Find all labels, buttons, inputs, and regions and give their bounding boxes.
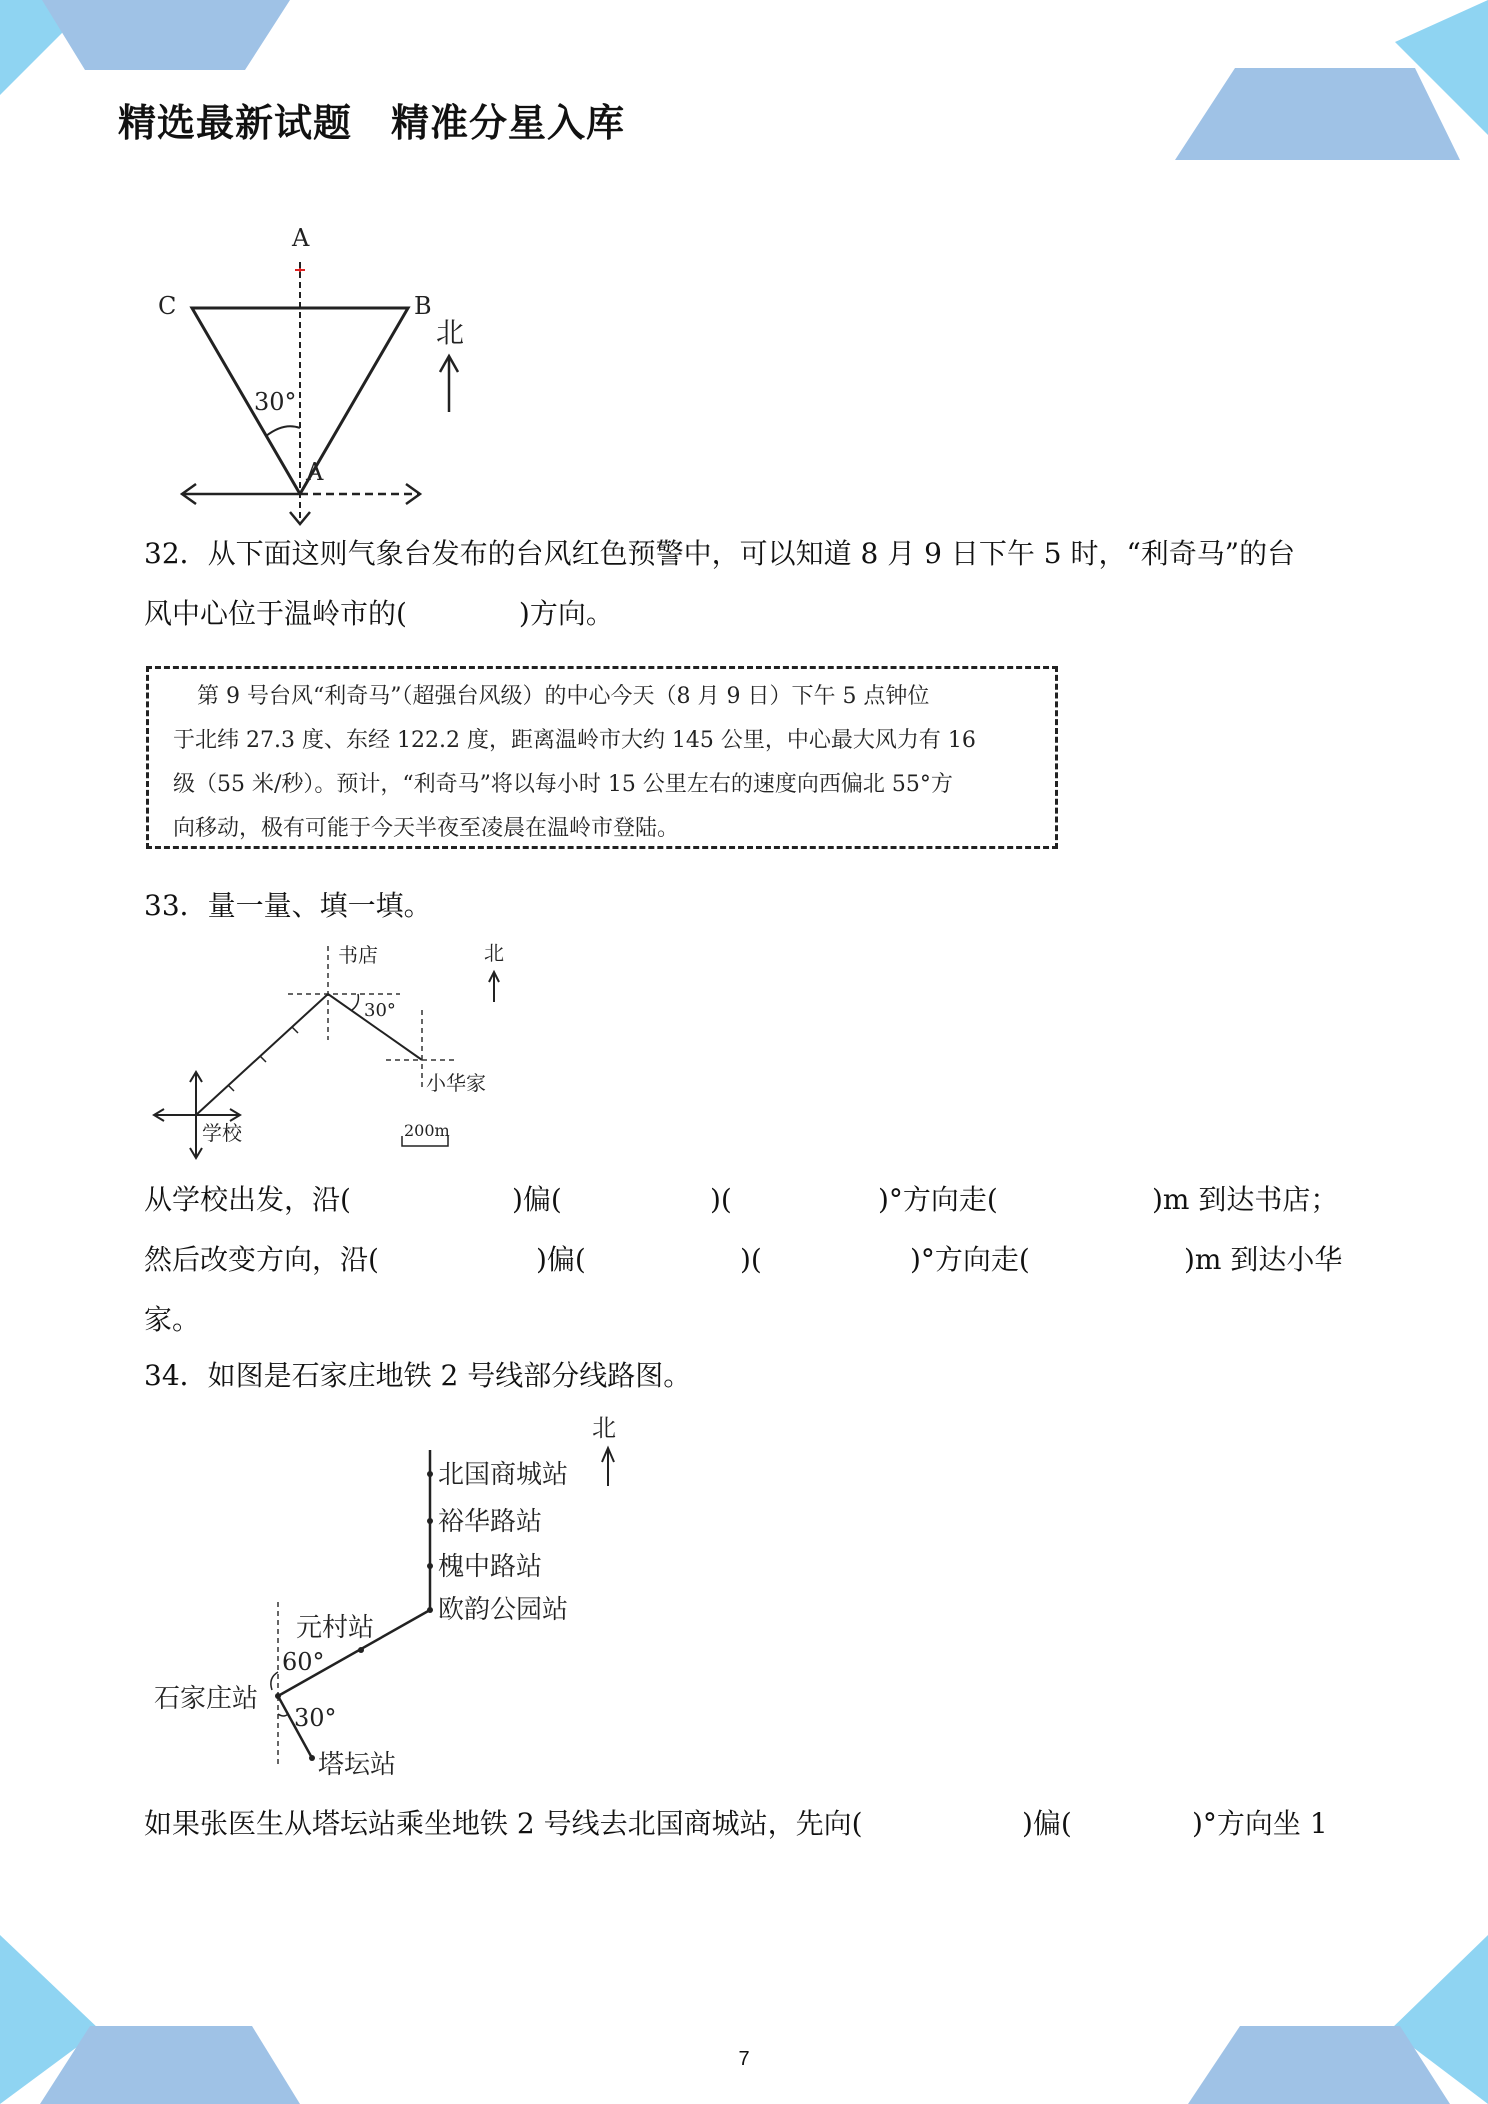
page-number: 7 [738,2048,750,2070]
station-dot-ouyun [427,1607,433,1613]
q33-l2-p1: 然后改变方向，沿( [144,1243,379,1276]
station-label-tatan: 塔坛站 [318,1750,397,1780]
q33-l2-p2: )偏( [536,1243,586,1276]
route-tick-2 [260,1056,266,1062]
q34-title: 34．如图是石家庄地铁 2 号线部分线路图。 [144,1359,692,1392]
q32-line-1: 32．从下面这则气象台发布的台风红色预警中，可以知道 8 月 9 日下午 5 时，“利奇马”的台 [144,537,1296,570]
q34-l1-p3: )°方向坐 1 [1192,1807,1328,1840]
q33-l1-p1: 从学校出发，沿( [144,1183,351,1216]
q34-angle-60-label: 60° [282,1648,325,1676]
metro-line-map [148,1414,668,1784]
station-dot-tatan [309,1755,315,1761]
angle-arc [266,426,300,436]
notice-line-3: 级（55 米/秒）。预计，“利奇马”将以每小时 15 公里左右的速度向西偏北 55°方 [173,772,953,797]
corner-trapezoid-top-right [1175,68,1460,160]
station-label-huaizhong: 槐中路站 [438,1552,543,1582]
station-dot-huaizhong [427,1563,433,1569]
fig1-label-top-a: A [292,224,310,252]
q33-l2-p4: )°方向走( [910,1243,1030,1276]
q34-l1-p1: 如果张医生从塔坛站乘坐地铁 2 号线去北国商城站，先向( [144,1807,863,1840]
angle-30-arc [352,994,358,1010]
angle-30-arc-q34 [278,1714,288,1716]
q33-l1-p3: )( [710,1183,732,1216]
q33-l1-p5: )m 到达书店； [1152,1183,1339,1216]
notice-line-4: 向移动，极有可能于今天半夜至凌晨在温岭市登陆。 [173,816,680,841]
triangle-direction-figure [158,222,490,527]
route-school-to-bookstore [196,994,328,1115]
q33-line-3: 家。 [144,1303,201,1336]
fig1-north-label: 北 [436,316,465,349]
station-dot-shijiazhuang [275,1693,281,1699]
station-dot-yuancun [358,1647,364,1653]
school-label: 学校 [202,1121,242,1145]
typhoon-notice-box [146,666,1058,849]
station-label-yuancun: 元村站 [296,1613,375,1643]
q34-north-label: 北 [592,1414,616,1442]
fig1-label-angle: 30° [254,388,297,416]
q33-north-label: 北 [484,941,504,965]
station-label-yuhua: 裕华路站 [438,1507,543,1537]
angle-60-arc [271,1672,278,1690]
notice-line-2: 于北纬 27.3 度、东经 122.2 度，距离温岭市大约 145 公里，中心最大风力有 16 [173,728,976,753]
route-tick-1 [228,1085,234,1091]
station-dot-beiguo [427,1471,433,1477]
q33-l1-p4: )°方向走( [878,1183,998,1216]
q32-line-2: 风中心位于温岭市的( )方向。 [144,597,614,630]
footer-decoration [0,1930,1488,2104]
station-label-beiguo: 北国商城站 [438,1460,569,1490]
q34-angle-30-label: 30° [294,1704,337,1732]
q33-title: 33．量一量、填一填。 [144,889,432,922]
q33-l2-p5: )m 到达小华 [1184,1243,1343,1276]
fig1-label-c: C [158,292,177,320]
q33-l2-p3: )( [740,1243,762,1276]
school-bookstore-route-figure [148,940,508,1160]
station-dot-yuhua [427,1518,433,1524]
notice-line-1: 第 9 号台风“利奇马”（超强台风级）的中心今天（8 月 9 日）下午 5 点钟位 [197,684,930,709]
q34-l1-p2: )偏( [1022,1807,1072,1840]
q33-angle-label: 30° [364,1000,396,1021]
bookstore-label: 书店 [338,943,378,967]
station-label-shijiazhuang: 石家庄站 [154,1684,259,1714]
xiaohua-home-label: 小华家 [426,1071,486,1095]
fig1-label-b: B [414,292,432,320]
station-label-ouyun: 欧韵公园站 [438,1595,569,1625]
fig1-label-bottom-a: A [306,458,324,486]
scale-label: 200m [404,1121,450,1140]
corner-trapezoid-top-left [42,0,290,70]
route-tick-3 [292,1027,298,1033]
page-header-title: 精选最新试题 精准分星入库 [118,101,626,145]
q33-l1-p2: )偏( [512,1183,562,1216]
